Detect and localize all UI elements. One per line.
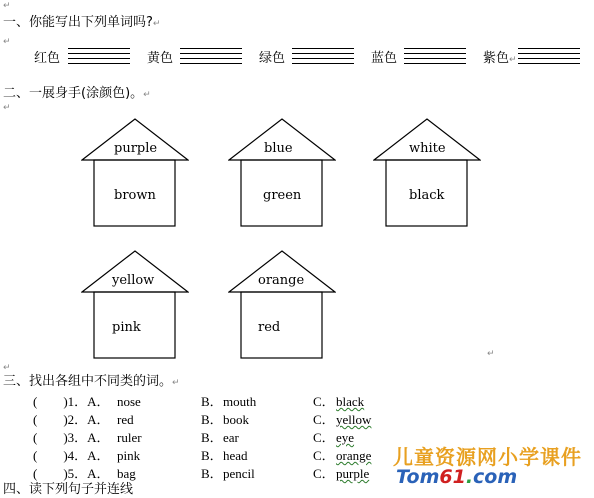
color-label-blue: 蓝色 bbox=[371, 51, 398, 66]
option-b-label: B． bbox=[201, 430, 223, 445]
option-a: nose bbox=[117, 394, 141, 409]
logo-com: com bbox=[473, 466, 518, 488]
house-5[interactable] bbox=[228, 250, 336, 360]
answer-lines[interactable] bbox=[68, 48, 130, 68]
option-c: eye bbox=[336, 430, 355, 445]
section1-heading: 一、你能写出下列单词吗?↵ bbox=[3, 15, 161, 30]
house-outline bbox=[228, 118, 336, 228]
option-b-label: B． bbox=[201, 466, 223, 481]
house-roof-word: blue bbox=[264, 141, 293, 156]
site-watermark-text: 儿童资源网小学课件 bbox=[393, 445, 582, 469]
option-b-label: B． bbox=[201, 412, 223, 427]
option-c: purple bbox=[336, 466, 370, 481]
option-c: yellow bbox=[336, 412, 372, 427]
house-body-word: red bbox=[258, 320, 281, 335]
option-c: orange bbox=[336, 448, 372, 463]
option-c-label: C． bbox=[313, 466, 335, 481]
house-outline bbox=[373, 118, 481, 228]
answer-lines[interactable] bbox=[180, 48, 242, 68]
option-b: book bbox=[223, 412, 249, 427]
logo-dot: . bbox=[465, 466, 474, 488]
option-b-label: B． bbox=[201, 394, 223, 409]
paragraph-mark: ↵ bbox=[3, 37, 11, 47]
option-a: bag bbox=[117, 466, 136, 481]
house-2[interactable] bbox=[228, 118, 336, 228]
section3-heading: 三、找出各组中不同类的词。↵ bbox=[3, 374, 180, 389]
option-b-label: B． bbox=[201, 448, 223, 463]
question-number[interactable]: ( )4．A． bbox=[33, 448, 110, 463]
site-watermark-logo bbox=[396, 466, 517, 488]
question-number[interactable]: ( )1．A． bbox=[33, 394, 110, 409]
house-1[interactable] bbox=[81, 118, 189, 228]
house-outline bbox=[81, 118, 189, 228]
house-roof-word: purple bbox=[114, 141, 158, 156]
question-number[interactable]: ( )3．A． bbox=[33, 430, 110, 445]
option-b: head bbox=[223, 448, 248, 463]
house-outline bbox=[81, 250, 189, 360]
house-roof-word: orange bbox=[258, 273, 305, 288]
logo-tom: Tom bbox=[396, 466, 440, 488]
question-number[interactable]: ( )5．A． bbox=[33, 466, 110, 481]
question-number[interactable]: ( )2．A． bbox=[33, 412, 110, 427]
house-body-word: pink bbox=[112, 320, 141, 335]
color-label-red: 红色 bbox=[34, 51, 61, 66]
answer-lines[interactable] bbox=[292, 48, 354, 68]
option-c: black bbox=[336, 394, 365, 409]
option-c-label: C． bbox=[313, 430, 335, 445]
paragraph-mark: ↵ bbox=[487, 349, 495, 359]
paragraph-mark: ↵ bbox=[3, 103, 11, 113]
option-a: red bbox=[117, 412, 134, 427]
answer-lines[interactable] bbox=[518, 48, 580, 68]
option-b: pencil bbox=[223, 466, 255, 481]
house-body-word: brown bbox=[114, 188, 156, 203]
section2-heading: 二、一展身手(涂颜色)。↵ bbox=[3, 86, 151, 101]
option-c-label: C． bbox=[313, 394, 335, 409]
color-label-yellow: 黄色 bbox=[147, 51, 174, 66]
section4-heading: 四、读下列句子并连线 bbox=[3, 482, 134, 497]
house-body-word: green bbox=[263, 188, 302, 203]
option-b: mouth bbox=[223, 394, 257, 409]
color-label-purple: 紫色↵ bbox=[483, 51, 517, 66]
color-label-green: 绿色 bbox=[259, 51, 286, 66]
house-4[interactable] bbox=[81, 250, 189, 360]
option-a: pink bbox=[117, 448, 141, 463]
paragraph-mark: ↵ bbox=[3, 1, 11, 11]
house-roof-word: white bbox=[409, 141, 446, 156]
option-c-label: C． bbox=[313, 412, 335, 427]
option-b: ear bbox=[223, 430, 239, 445]
house-3[interactable] bbox=[373, 118, 481, 228]
house-outline bbox=[228, 250, 336, 360]
house-roof-word: yellow bbox=[112, 273, 155, 288]
option-a: ruler bbox=[117, 430, 142, 445]
logo-number: 61 bbox=[439, 466, 466, 488]
option-c-label: C． bbox=[313, 448, 335, 463]
house-body-word: black bbox=[409, 188, 445, 203]
paragraph-mark: ↵ bbox=[3, 363, 11, 373]
answer-lines[interactable] bbox=[404, 48, 466, 68]
